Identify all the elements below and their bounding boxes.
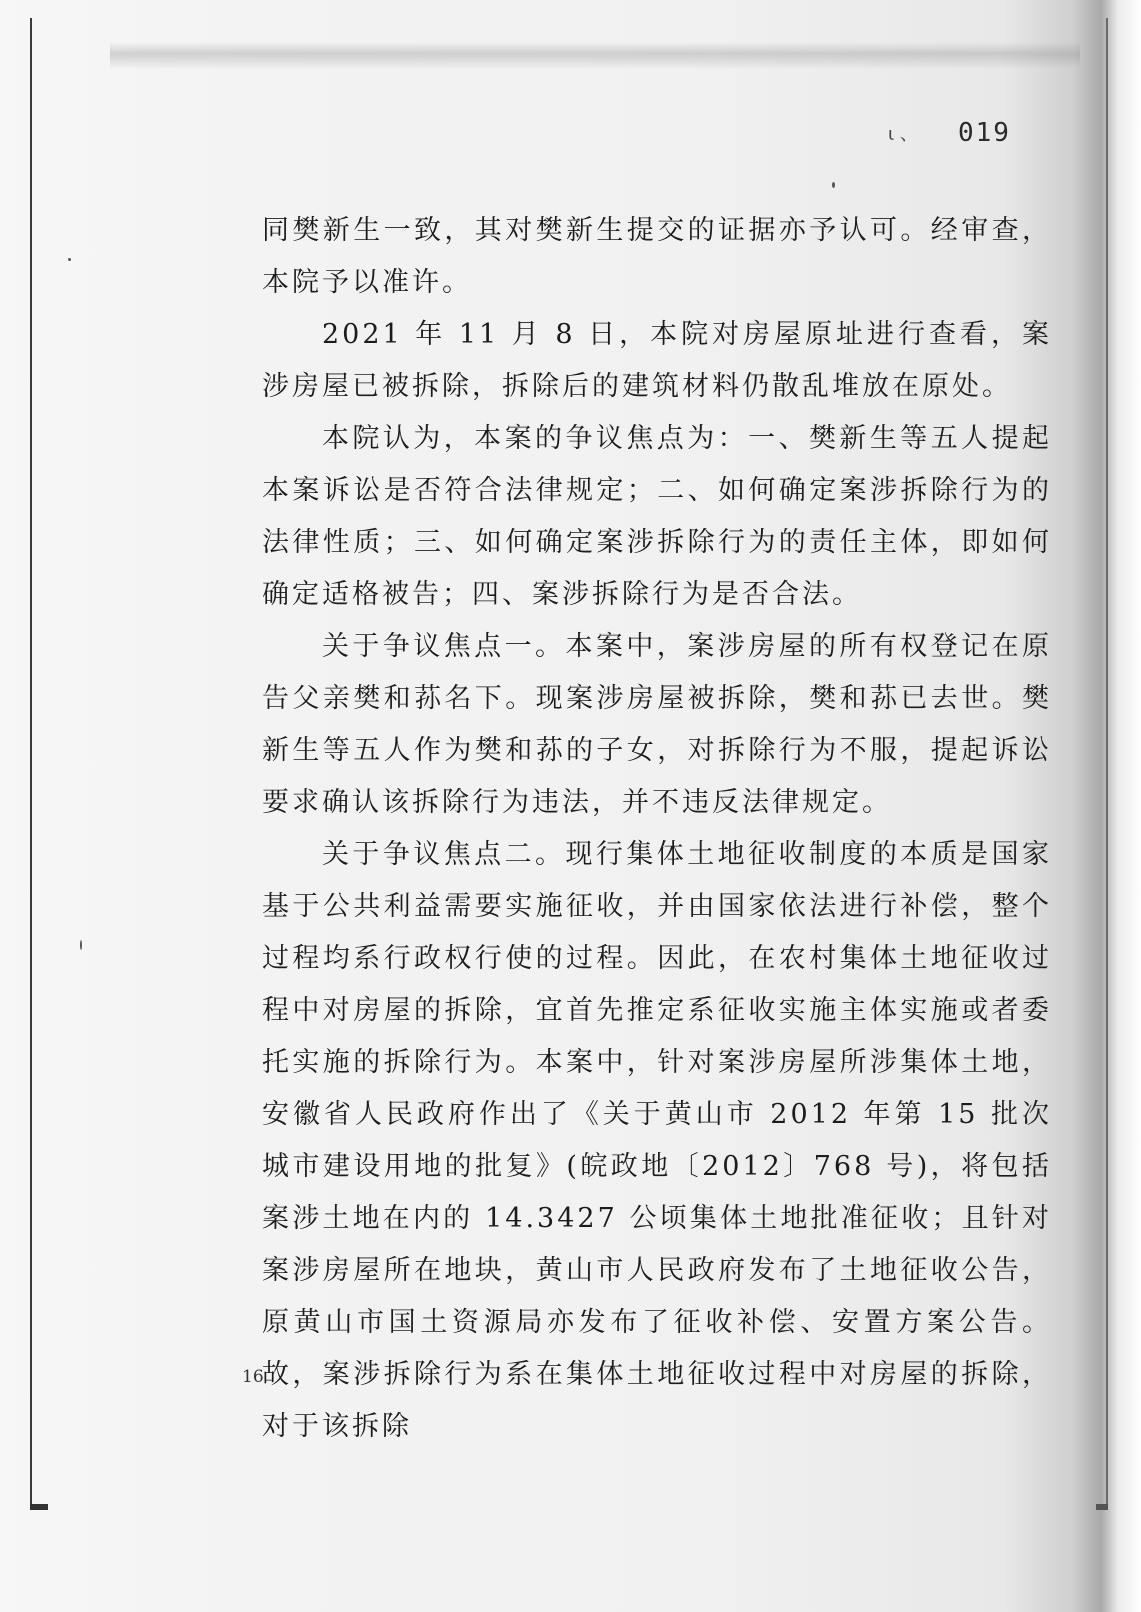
scan-speck: [68, 258, 71, 261]
paragraph: 关于争议焦点一。本案中，案涉房屋的所有权登记在原告父亲樊和荪名下。现案涉房屋被拆除，樊和荪已去世。樊新生等五人作为樊和荪的子女，对拆除行为不服，提起诉讼要求确认该拆除行为违法，并不违反法律规定。: [262, 631, 1052, 818]
scan-edge-mark: [1096, 1504, 1108, 1510]
scan-shadow: [110, 42, 1080, 68]
archive-page-number: 019: [958, 118, 1011, 148]
scan-speck: [80, 940, 82, 950]
document-body: [262, 205, 1052, 1453]
paragraph: 关于争议焦点二。现行集体土地征收制度的本质是国家基于公共利益需要实施征收，并由国家依法进行补偿，整个过程均系行政权行使的过程。因此，在农村集体土地征收过程中对房屋的拆除，宜首先推定系征收实施主体实施或者委托实施的拆除行为。本案中，针对案涉房屋所涉集体土地，安徽省人民政府作出了《关于黄山市 2012 年第 15 批次城市建设用地的批复》(皖政地〔2012〕768 号)，将包括案涉土地在内的 14.3427 公顷集体土地批准征收；且针对案涉房屋所在地块，黄山市人民政府发布了土地征收公告，原黄山市国土资源局亦发布了征收补偿、安置方案公告。故，案涉拆除行为系在集体土地征收过程中对房屋的拆除，对于该拆除: [262, 839, 1052, 1442]
scan-speck: [832, 182, 835, 188]
scan-border-right: [1106, 18, 1108, 1508]
margin-mark: ι 、: [888, 124, 918, 145]
paragraph: 本院认为，本案的争议焦点为：一、樊新生等五人提起本案诉讼是否符合法律规定；二、如何确定案涉拆除行为的法律性质；三、如何确定案涉拆除行为的责任主体，即如何确定适格被告；四、案涉拆除行为是否合法。: [262, 423, 1052, 610]
footer-page-number: 16: [242, 1367, 264, 1387]
scan-edge-mark: [30, 1504, 48, 1510]
scan-border-left: [30, 18, 32, 1508]
paragraph: 同樊新生一致，其对樊新生提交的证据亦予认可。经审查，本院予以准许。: [262, 215, 1052, 298]
paragraph: 2021 年 11 月 8 日，本院对房屋原址进行查看，案涉房屋已被拆除，拆除后的建筑材料仍散乱堆放在原处。: [262, 319, 1052, 402]
